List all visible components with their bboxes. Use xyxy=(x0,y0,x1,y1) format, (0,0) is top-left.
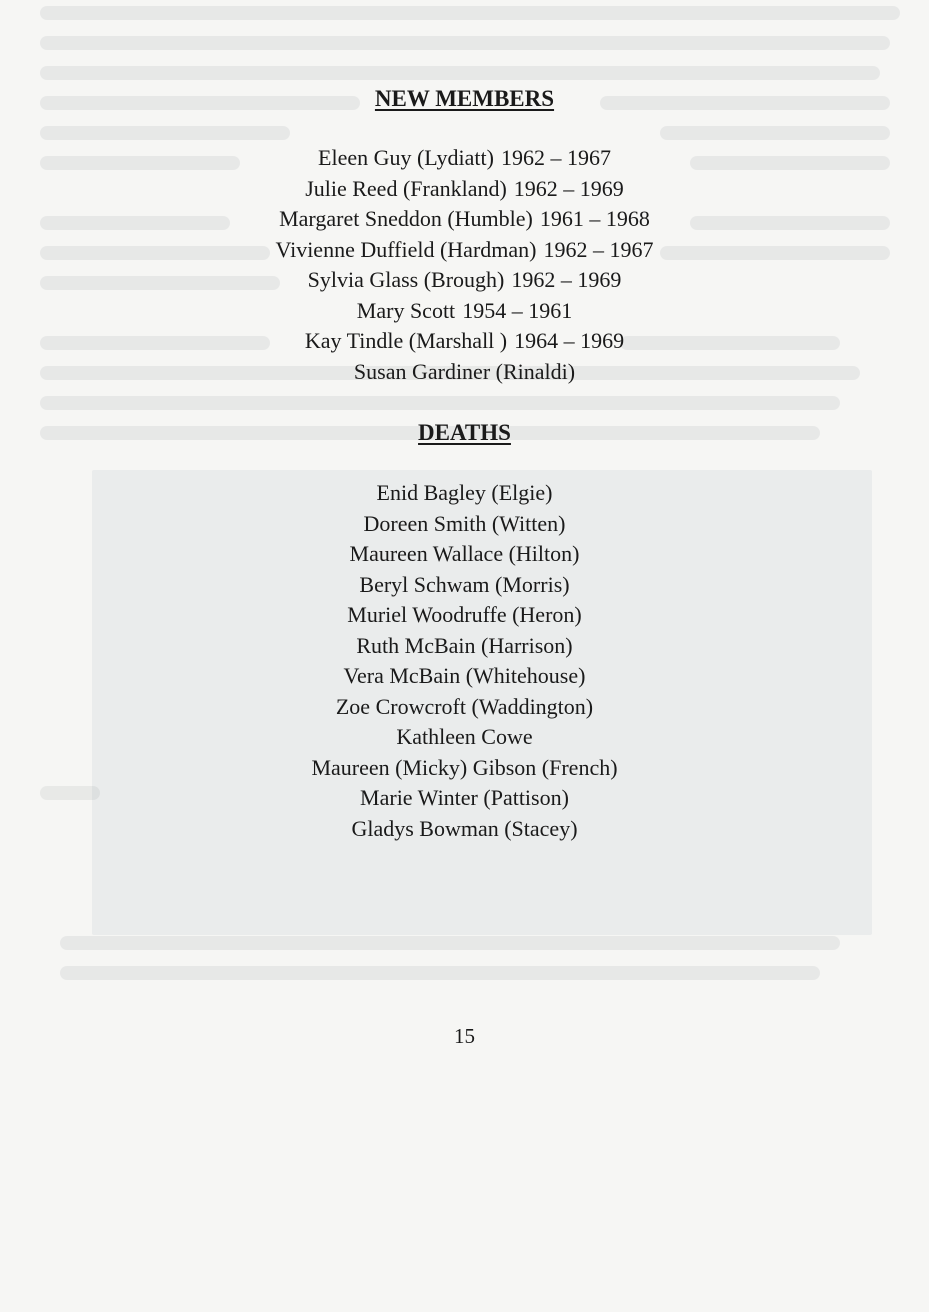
member-row xyxy=(0,296,929,327)
death-entry: Enid Bagley (Elgie) xyxy=(376,480,553,505)
death-entry: Marie Winter (Pattison) xyxy=(360,785,569,810)
death-entry: Zoe Crowcroft (Waddington) xyxy=(335,693,594,719)
death-entry: Muriel Woodruffe (Heron) xyxy=(347,602,582,627)
death-entry: Kathleen Cowe xyxy=(396,724,533,749)
member-name: Eleen Guy (Lydiatt) xyxy=(318,145,494,170)
member-name: Margaret Sneddon (Humble) xyxy=(279,206,533,231)
death-entry: Doreen Smith (Witten) xyxy=(363,510,566,536)
page-number: 15 xyxy=(454,1024,475,1048)
member-years: 1954 – 1961 xyxy=(462,297,573,323)
member-name: Vivienne Duffield (Hardman) xyxy=(275,236,537,262)
member-row xyxy=(0,174,929,205)
member-years: 1962 – 1967 xyxy=(500,145,611,170)
member-years: 1962 – 1969 xyxy=(511,267,622,292)
member-name: Susan Gardiner (Rinaldi) xyxy=(353,358,576,384)
death-entry: Beryl Schwam (Morris) xyxy=(359,571,570,597)
member-row xyxy=(0,204,929,235)
member-name: Kay Tindle (Marshall ) xyxy=(304,328,508,353)
member-name: Sylvia Glass (Brough) xyxy=(307,267,505,292)
member-row xyxy=(0,357,929,388)
death-entry: Maureen (Micky) Gibson (French) xyxy=(311,754,618,780)
deaths-heading: DEATHS xyxy=(418,420,511,445)
member-name: Mary Scott xyxy=(356,297,456,323)
member-name: Julie Reed (Frankland) xyxy=(305,175,507,201)
new-members-heading: NEW MEMBERS xyxy=(374,86,555,111)
death-entry: Gladys Bowman (Stacey) xyxy=(351,815,578,841)
death-entry: Maureen Wallace (Hilton) xyxy=(349,541,580,566)
death-entry: Vera McBain (Whitehouse) xyxy=(343,663,586,688)
member-row xyxy=(0,326,929,357)
member-years: 1962 – 1967 xyxy=(543,236,654,262)
member-years: 1962 – 1969 xyxy=(513,175,624,201)
member-row xyxy=(0,265,929,296)
member-years: 1961 – 1968 xyxy=(539,206,650,231)
member-row xyxy=(0,143,929,174)
death-entry: Ruth McBain (Harrison) xyxy=(356,632,573,658)
deaths-list xyxy=(0,478,929,844)
new-members-list xyxy=(0,143,929,387)
member-years: 1964 – 1969 xyxy=(514,328,625,353)
member-row xyxy=(0,235,929,266)
